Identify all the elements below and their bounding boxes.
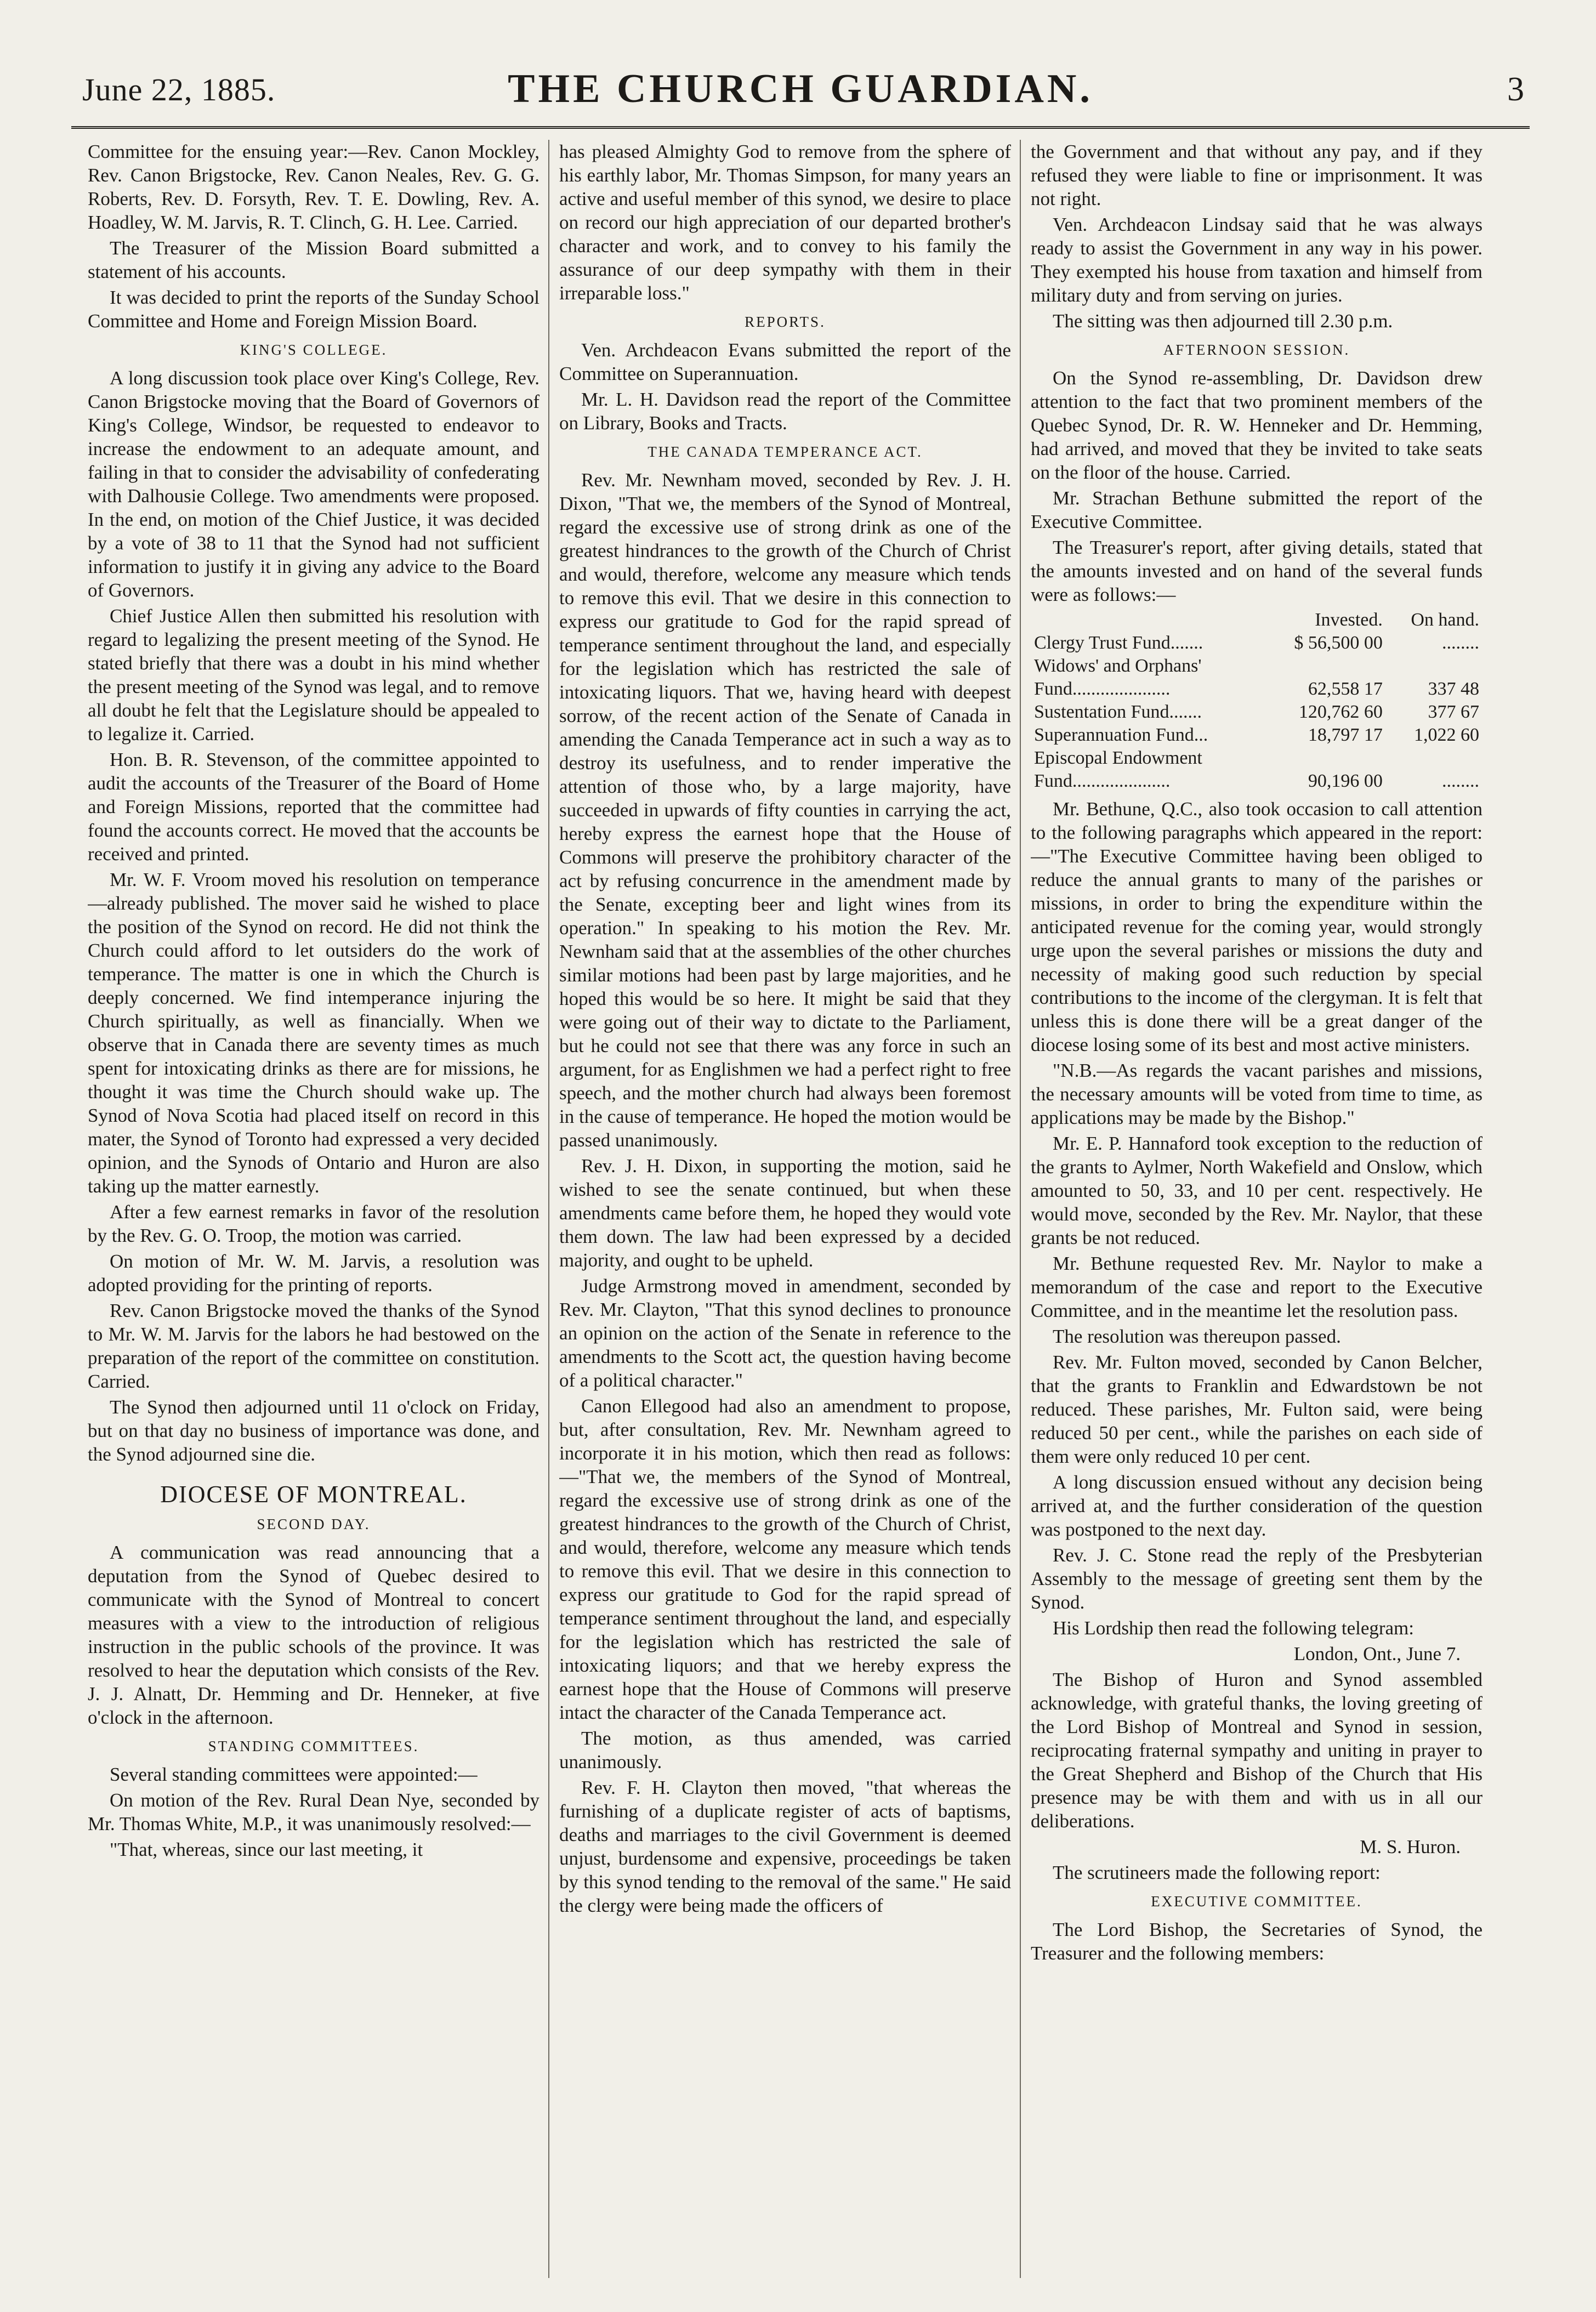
fund-name: Superannuation Fund... <box>1034 725 1208 745</box>
paragraph: "That, whereas, since our last meeting, it <box>110 1839 423 1860</box>
paragraph: Mr. E. P. Hannaford took exception to the reduction of the grants to Aylmer, North Wakefield and Onslow, which amounted to 50, 33, and 10 per cent. respectively. He would move, seconded by the Rev. Mr. Naylor, that these grants be not reduced. <box>1031 1133 1483 1248</box>
fund-invested: 62,558 17 <box>1308 679 1383 699</box>
paragraph: Rev. Mr. Newnham moved, seconded by Rev. J. H. Dixon, "That we, the members of the Synod of Montreal, regard the excessive use of strong drink as one of the greatest hindrances to the growth of the Church of Christ and would, therefore, welcome any measure which tends to remove this evil. That we desire in this connection to express our gratitude to God for the rapid spread of temperance sentiment throughout the land, and especially for the legislation which has restricted the sale of intoxicating liquors. That we, having heard with deepest sorrow, of the recent action of the Senate of Canada in amending the Canada Temperance act in such a way as to destroy its usefulness, and to render imperative the attention of those who, by a large majority, have succeeded in upwards of fifty counties in carrying the act, hereby express the earnest hope that the House of Commons will preserve the prohibitory character of the act by refusing concurrence in the amendment made by the Senate, excepting beer and light wines from its operation." In speaking to his motion the Rev. Mr. Newnham said that at the assemblies of the other churches similar motions had been past by large majorities, and he hoped this would be so here. It might be said that they were going out of their way to dictate to the Parliament, but he could not see that there was any force in such an argument, for as Englishmen we had a perfect right to free speech, and the mother church had always been foremost in the cause of temperance. He hoped the motion would be passed unanimously. <box>559 469 1011 1151</box>
paragraph: After a few earnest remarks in favor of the resolution by the Rev. G. O. Troop, the motion was carried. <box>88 1201 539 1246</box>
paragraph: Ven. Archdeacon Lindsay said that he was always ready to assist the Government in any way in his power. They exempted his house from taxation and himself from military duty and from serving on juries. <box>1031 214 1483 306</box>
column-2 <box>559 140 1011 2278</box>
paragraph: Rev. Canon Brigstocke moved the thanks of the Synod to Mr. W. M. Jarvis for the labors he had bestowed on the preparation of the report of the committee on constitution. Carried. <box>88 1300 539 1392</box>
paragraph: Ven. Archdeacon Evans submitted the report of the Committee on Superannuation. <box>559 339 1011 384</box>
paragraph: The Treasurer's report, after giving details, stated that the amounts invested and on hand of the several funds were as follows:— <box>1031 537 1483 605</box>
table-row <box>1031 678 1483 701</box>
fund-invested <box>1263 747 1386 770</box>
section-heading-diocese-montreal: DIOCESE OF MONTREAL. <box>160 1481 467 1508</box>
subheading-second-day: SECOND DAY. <box>257 1516 371 1532</box>
paragraph: Mr. Strachan Bethune submitted the report of the Executive Committee. <box>1031 487 1483 532</box>
table-row <box>1031 747 1483 770</box>
fund-on-hand: ........ <box>1442 771 1479 791</box>
fund-on-hand: 337 48 <box>1428 679 1479 699</box>
table-row <box>1031 655 1483 678</box>
paragraph: Judge Armstrong moved in amendment, seconded by Rev. Mr. Clayton, "That this synod declines to pronounce an opinion on the action of the Senate in reference to the amendments to the Scott act, the question having become of a political character." <box>559 1275 1011 1391</box>
paragraph: Chief Justice Allen then submitted his resolution with regard to legalizing the present meeting of the Synod. He stated briefly that there was a doubt in his mind whether the present meeting of the Synod was legal, and to remove all doubt he felt that the Legislature should be appealed to to legalize it. Carried. <box>88 605 539 745</box>
funds-table <box>1031 609 1483 793</box>
fund-invested: 120,762 60 <box>1298 702 1383 722</box>
table-row <box>1031 701 1483 724</box>
fund-invested: 18,797 17 <box>1308 725 1383 745</box>
funds-header-row <box>1031 609 1483 632</box>
paragraph: The resolution was thereupon passed. <box>1053 1326 1341 1347</box>
paragraph: On motion of the Rev. Rural Dean Nye, seconded by Mr. Thomas White, M.P., it was unanimously resolved:— <box>88 1790 539 1834</box>
paragraph: The Bishop of Huron and Synod assembled acknowledge, with grateful thanks, the loving greeting of the Lord Bishop of Montreal and Synod in session, reciprocating fraternal sympathy and uniting in prayer to the Great Shepherd and Bishop of the Church that His presence may be with them and with us in all our deliberations. <box>1031 1669 1483 1832</box>
paragraph: "N.B.—As regards the vacant parishes and missions, the necessary amounts will be voted from time to time, as applications may be made by the Bishop." <box>1031 1060 1483 1128</box>
fund-invested: 90,196 00 <box>1308 771 1383 791</box>
section-heading-executive-committee: EXECUTIVE COMMITTEE. <box>1151 1893 1362 1910</box>
fund-on-hand: ........ <box>1442 633 1479 653</box>
fund-name: Clergy Trust Fund....... <box>1034 633 1203 653</box>
column-rule-1 <box>548 140 549 2278</box>
paragraph: A communication was read announcing that a deputation from the Synod of Quebec desired to communicate with the Synod of Montreal to concert measures with a view to the introduction of religious instruction in the public schools of the province. It was resolved to hear the deputation which consists of the Rev. J. J. Alnatt, Dr. Hemming and Dr. Henneker, at five o'clock in the afternoon. <box>88 1542 539 1728</box>
fund-invested <box>1263 655 1386 678</box>
paragraph: On motion of Mr. W. M. Jarvis, a resolution was adopted providing for the printing of reports. <box>88 1251 539 1296</box>
paragraph: Mr. Bethune requested Rev. Mr. Naylor to make a memorandum of the case and report to the Executive Committee, and in the meantime let the resolution pass. <box>1031 1253 1483 1321</box>
paragraph: A long discussion ensued without any decision being arrived at, and the further consideration of the question was postponed to the next day. <box>1031 1472 1483 1540</box>
masthead <box>71 66 1530 129</box>
paragraph: His Lordship then read the following telegram: <box>1053 1617 1415 1639</box>
page-number: 3 <box>1507 71 1524 108</box>
paragraph: The motion, as thus amended, was carried unanimously. <box>559 1728 1011 1773</box>
paragraph: Mr. L. H. Davidson read the report of the Committee on Library, Books and Tracts. <box>559 389 1011 434</box>
fund-name: Widows' and Orphans' <box>1034 656 1202 676</box>
table-row <box>1031 770 1483 793</box>
paragraph: Rev. Mr. Fulton moved, seconded by Canon Belcher, that the grants to Franklin and Edwardstown be not reduced. These parishes, Mr. Fulton said, were being reduced 50 per cent., while the parishes on each side of them were only reduced 10 per cent. <box>1031 1351 1483 1467</box>
funds-header-invested: Invested. <box>1315 610 1383 630</box>
table-row <box>1031 724 1483 747</box>
column-3 <box>1031 140 1483 2278</box>
paragraph: Rev. J. C. Stone read the reply of the Presbyterian Assembly to the message of greeting sent them by the Synod. <box>1031 1544 1483 1613</box>
column-rule-2 <box>1020 140 1021 2278</box>
fund-on-hand: 377 67 <box>1428 702 1479 722</box>
fund-invested: $ 56,500 00 <box>1294 633 1383 653</box>
telegram-signature: M. S. Huron. <box>1360 1836 1461 1857</box>
section-heading-kings-college: KING'S COLLEGE. <box>240 342 388 358</box>
fund-name: Fund..................... <box>1034 771 1171 791</box>
subheading-standing-committees: STANDING COMMITTEES. <box>208 1738 419 1754</box>
table-row <box>1031 632 1483 655</box>
paragraph: Hon. B. R. Stevenson, of the committee appointed to audit the accounts of the Treasurer of the Board of Home and Foreign Missions, reported that the committee had found the accounts correct. He moved that the accounts be received and printed. <box>88 749 539 865</box>
fund-on-hand <box>1386 747 1483 770</box>
fund-name: Sustentation Fund....... <box>1034 702 1202 722</box>
funds-header-on-hand: On hand. <box>1411 610 1479 630</box>
paragraph: Rev. F. H. Clayton then moved, "that whereas the furnishing of a duplicate register of acts of baptisms, deaths and marriages to the civil Government is deemed unjust, burdensome and expensive, proceedings be taken by this synod tending to the removal of the same." He said the clergy were being made the officers of <box>559 1777 1011 1916</box>
paragraph: Mr. Bethune, Q.C., also took occasion to call attention to the following paragraphs which appeared in the report:—"The Executive Committee having been obliged to reduce the annual grants to many of the parishes or missions, in order to bring the expenditure within the anticipated revenue for the coming year, would strongly urge upon the several parishes or missions the duty and necessity of making good such reduction by special contributions to the income of the clergyman. It is felt that unless this is done there will be a great danger of the diocese losing some of its best and most active ministers. <box>1031 798 1483 1055</box>
paragraph: Committee for the ensuing year:—Rev. Canon Mockley, Rev. Canon Brigstocke, Rev. Canon Neales, Rev. G. G. Roberts, Rev. D. Forsyth, Rev. T. E. Dowling, Rev. A. Hoadley, W. M. Jarvis, R. T. Clinch, G. H. Lee. Carried. <box>88 141 539 233</box>
section-heading-afternoon-session: AFTERNOON SESSION. <box>1163 342 1350 358</box>
paragraph: has pleased Almighty God to remove from the sphere of his earthly labor, Mr. Thomas Simpson, for many years an active and useful member of this synod, we desire to place on record our high appreciation of our departed brother's character and work, and to convey to his family the assurance of our deep sympathy with them in their irreparable loss." <box>559 141 1011 304</box>
section-heading-temperance-act: THE CANADA TEMPERANCE ACT. <box>648 444 923 460</box>
fund-on-hand <box>1386 655 1483 678</box>
funds-header-blank <box>1031 609 1263 632</box>
section-heading-reports: REPORTS. <box>745 314 826 330</box>
paragraph: the Government and that without any pay, and if they refused they were liable to fine or imprisonment. It was not right. <box>1031 141 1483 209</box>
paragraph: The Synod then adjourned until 11 o'clock on Friday, but on that day no business of importance was done, and the Synod adjourned sine die. <box>88 1396 539 1465</box>
paragraph: A long discussion took place over King's College, Rev. Canon Brigstocke moving that the Board of Governors of King's College, Windsor, be requested to endeavor to increase the endowment to an adequate amount, and failing in that to consider the advisability of confederating with Dalhousie College. Two amendments were proposed. In the end, on motion of the Chief Justice, it was decided by a vote of 38 to 11 that the Synod had not sufficient information to justify it in giving any advice to the Board of Governors. <box>88 367 539 601</box>
paragraph: It was decided to print the reports of the Sunday School Committee and Home and Foreign Mission Board. <box>88 287 539 332</box>
paragraph: The sitting was then adjourned till 2.30 p.m. <box>1053 310 1393 332</box>
paragraph: The Lord Bishop, the Secretaries of Synod, the Treasurer and the following members: <box>1031 1919 1483 1964</box>
issue-date: June 22, 1885. <box>82 72 276 107</box>
telegram-dateline: London, Ont., June 7. <box>1293 1643 1461 1665</box>
paragraph: Several standing committees were appointed:— <box>110 1764 478 1785</box>
paragraph: The scrutineers made the following report: <box>1053 1862 1381 1883</box>
paragraph: Mr. W. F. Vroom moved his resolution on temperance—already published. The mover said he wished to place the position of the Synod on record. He did not think the Church could afford to let outsiders do the work of temperance. The matter is one in which the Church is deeply concerned. We find intemperance injuring the Church spiritually, as well as financially. When we observe that in Canada there are seventy times as much spent for intoxicating drinks as there are for missions, he thought it was time the Church should wake up. The Synod of Nova Scotia had placed itself on record in this mater, the Synod of Toronto had expressed a very decided opinion, and the Synods of Ontario and Huron are also taking up the matter earnestly. <box>88 869 539 1197</box>
column-1 <box>88 140 539 2278</box>
paragraph: Rev. J. H. Dixon, in supporting the motion, said he wished to see the senate continued, but when these amendments came before them, he hoped they would vote them down. The law had been expressed by a decided majority, and ought to be upheld. <box>559 1155 1011 1271</box>
newspaper-title: THE CHURCH GUARDIAN. <box>508 66 1093 111</box>
fund-on-hand: 1,022 60 <box>1414 725 1479 745</box>
fund-name: Episcopal Endowment <box>1034 748 1202 768</box>
paragraph: The Treasurer of the Mission Board submitted a statement of his accounts. <box>88 237 539 282</box>
fund-name: Fund..................... <box>1034 679 1171 699</box>
paragraph: On the Synod re-assembling, Dr. Davidson drew attention to the fact that two prominent members of the Quebec Synod, Dr. R. W. Henneker and Dr. Hemming, had arrived, and moved that they be invited to take seats on the floor of the house. Carried. <box>1031 367 1483 483</box>
paragraph: Canon Ellegood had also an amendment to propose, but, after consultation, Rev. Mr. Newnham agreed to incorporate it in his motion, which then read as follows:—"That we, the members of the Synod of Montreal, regard the excessive use of strong drink as one of the greatest hindrances to the growth of the Church of Christ, and would, therefore, welcome any measure which tends to remove this evil. That we desire in this connection to express our gratitude to God for the rapid spread of temperance sentiment throughout the land, and especially for the legislation which has restricted the sale of intoxicating liquors; and that we hereby express the earnest hope that the House of Commons will preserve intact the character of the Canada Temperance act. <box>559 1395 1011 1723</box>
